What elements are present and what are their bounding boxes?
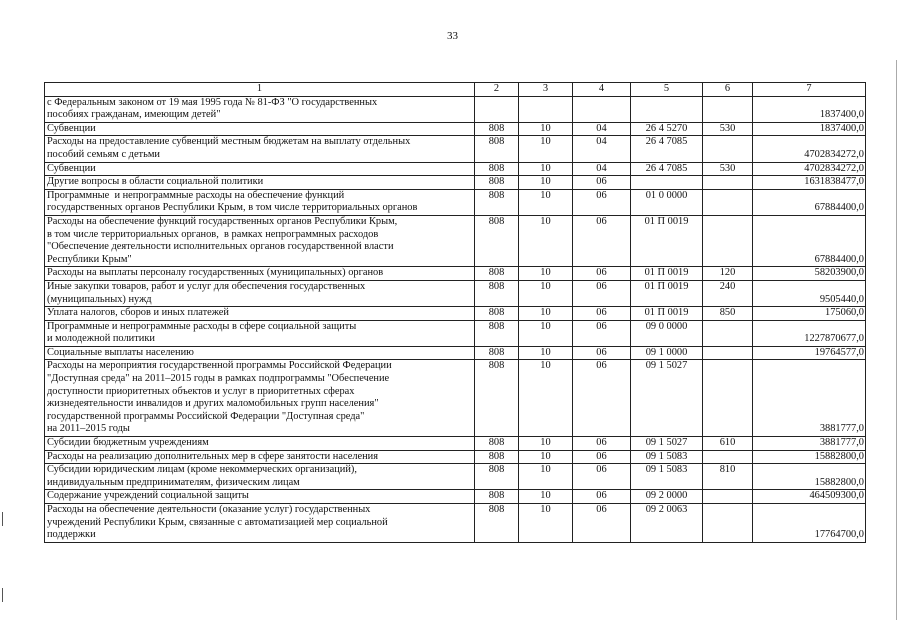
row-subsection-code: 06	[573, 437, 631, 451]
row-admin-code: 808	[475, 490, 519, 504]
row-description: Расходы на выплаты персоналу государственных (муниципальных) органов	[45, 267, 475, 281]
row-target-article: 01 0 0000	[631, 189, 703, 215]
table-row	[45, 450, 866, 464]
row-expense-type: 610	[703, 437, 753, 451]
row-amount: 15882800,0	[753, 450, 866, 464]
row-subsection-code: 06	[573, 464, 631, 490]
row-expense-type	[703, 450, 753, 464]
row-subsection-code: 04	[573, 122, 631, 136]
row-target-article: 26 4 7085	[631, 162, 703, 176]
table-row	[45, 464, 866, 490]
scan-edge-mark	[2, 512, 3, 526]
column-number: 6	[703, 83, 753, 97]
row-description: Программные и непрограммные расходы в сфере социальной защиты и молодежной политики	[45, 320, 475, 346]
row-section-code: 10	[519, 450, 573, 464]
row-admin-code: 808	[475, 504, 519, 543]
row-target-article: 09 2 0000	[631, 490, 703, 504]
row-admin-code: 808	[475, 267, 519, 281]
row-target-article: 01 П 0019	[631, 267, 703, 281]
row-amount: 17764700,0	[753, 504, 866, 543]
row-description: Субвенции	[45, 162, 475, 176]
row-expense-type: 530	[703, 122, 753, 136]
row-admin-code: 808	[475, 189, 519, 215]
column-number: 4	[573, 83, 631, 97]
row-expense-type: 240	[703, 280, 753, 306]
row-admin-code: 808	[475, 162, 519, 176]
row-subsection-code: 06	[573, 450, 631, 464]
row-section-code: 10	[519, 307, 573, 321]
row-amount: 175060,0	[753, 307, 866, 321]
row-amount: 58203900,0	[753, 267, 866, 281]
row-subsection-code: 04	[573, 162, 631, 176]
row-subsection-code: 06	[573, 320, 631, 346]
row-expense-type	[703, 504, 753, 543]
column-number: 2	[475, 83, 519, 97]
row-expense-type	[703, 360, 753, 437]
row-expense-type	[703, 490, 753, 504]
row-description: Расходы на обеспечение деятельности (оказание услуг) государственных учреждений Республики Крым, связанные с автоматизацией мер социальной поддержки	[45, 504, 475, 543]
column-number: 7	[753, 83, 866, 97]
row-amount: 19764577,0	[753, 346, 866, 360]
row-target-article: 26 4 7085	[631, 136, 703, 162]
table-row	[45, 307, 866, 321]
row-section-code: 10	[519, 360, 573, 437]
row-description: Иные закупки товаров, работ и услуг для обеспечения государственных (муниципальных) нужд	[45, 280, 475, 306]
row-subsection-code: 06	[573, 346, 631, 360]
row-target-article	[631, 176, 703, 190]
column-number: 3	[519, 83, 573, 97]
row-target-article: 09 1 5083	[631, 464, 703, 490]
row-section-code: 10	[519, 280, 573, 306]
row-description: Субсидии бюджетным учреждениям	[45, 437, 475, 451]
row-description: Программные и непрограммные расходы на обеспечение функций государственных органов Республики Крым, в том числе территориальных органов	[45, 189, 475, 215]
row-section-code: 10	[519, 176, 573, 190]
row-target-article: 01 П 0019	[631, 215, 703, 266]
column-number: 5	[631, 83, 703, 97]
row-description: Расходы на предоставление субвенций местным бюджетам на выплату отдельных пособий семьям с детьми	[45, 136, 475, 162]
row-section-code: 10	[519, 189, 573, 215]
row-section-code: 10	[519, 464, 573, 490]
table-row	[45, 346, 866, 360]
row-admin-code: 808	[475, 346, 519, 360]
row-target-article: 09 1 5083	[631, 450, 703, 464]
row-description: Расходы на реализацию дополнительных мер в сфере занятости населения	[45, 450, 475, 464]
row-amount: 9505440,0	[753, 280, 866, 306]
scan-edge-mark	[2, 588, 3, 602]
row-amount: 15882800,0	[753, 464, 866, 490]
row-target-article: 09 1 5027	[631, 437, 703, 451]
row-target-article	[631, 96, 703, 122]
row-description: Субсидии юридическим лицам (кроме некоммерческих организаций), индивидуальным предпринимателям, физическим лицам	[45, 464, 475, 490]
row-expense-type: 530	[703, 162, 753, 176]
table-row	[45, 490, 866, 504]
row-target-article: 26 4 5270	[631, 122, 703, 136]
table-row	[45, 280, 866, 306]
row-amount: 1227870677,0	[753, 320, 866, 346]
row-admin-code: 808	[475, 215, 519, 266]
table-row	[45, 437, 866, 451]
row-expense-type: 120	[703, 267, 753, 281]
row-section-code: 10	[519, 122, 573, 136]
table-row	[45, 136, 866, 162]
row-target-article: 09 1 5027	[631, 360, 703, 437]
row-admin-code: 808	[475, 176, 519, 190]
row-amount: 1837400,0	[753, 122, 866, 136]
row-section-code: 10	[519, 504, 573, 543]
table-row	[45, 96, 866, 122]
row-subsection-code	[573, 96, 631, 122]
row-target-article: 09 1 0000	[631, 346, 703, 360]
row-admin-code: 808	[475, 307, 519, 321]
row-section-code: 10	[519, 437, 573, 451]
row-subsection-code: 06	[573, 504, 631, 543]
row-subsection-code: 04	[573, 136, 631, 162]
row-amount: 4702834272,0	[753, 162, 866, 176]
table-row	[45, 267, 866, 281]
row-description: Расходы на обеспечение функций государственных органов Республики Крым, в том числе территориальных органов, в рамках непрограммных расходов "Обеспечение деятельности исполнительных органов государственной власти Республики Крым"	[45, 215, 475, 266]
row-admin-code: 808	[475, 122, 519, 136]
table-row	[45, 504, 866, 543]
table-row	[45, 320, 866, 346]
table-row	[45, 162, 866, 176]
scan-right-edge	[896, 60, 897, 620]
row-section-code	[519, 96, 573, 122]
table-row	[45, 176, 866, 190]
row-expense-type	[703, 215, 753, 266]
row-section-code: 10	[519, 267, 573, 281]
row-amount: 67884400,0	[753, 189, 866, 215]
row-subsection-code: 06	[573, 176, 631, 190]
row-amount: 3881777,0	[753, 437, 866, 451]
row-subsection-code: 06	[573, 189, 631, 215]
row-section-code: 10	[519, 346, 573, 360]
row-description: с Федеральным законом от 19 мая 1995 года № 81-ФЗ "О государственных пособиях гражданам, имеющим детей"	[45, 96, 475, 122]
column-number-row	[45, 83, 866, 97]
row-expense-type	[703, 320, 753, 346]
column-number: 1	[45, 83, 475, 97]
row-amount: 67884400,0	[753, 215, 866, 266]
table-row	[45, 189, 866, 215]
row-subsection-code: 06	[573, 360, 631, 437]
page-number: 33	[447, 30, 458, 42]
row-expense-type	[703, 96, 753, 122]
row-expense-type	[703, 346, 753, 360]
row-expense-type: 850	[703, 307, 753, 321]
row-expense-type: 810	[703, 464, 753, 490]
row-admin-code: 808	[475, 136, 519, 162]
row-subsection-code: 06	[573, 490, 631, 504]
row-admin-code: 808	[475, 437, 519, 451]
row-amount: 1631838477,0	[753, 176, 866, 190]
row-target-article: 09 0 0000	[631, 320, 703, 346]
row-admin-code: 808	[475, 280, 519, 306]
row-amount: 3881777,0	[753, 360, 866, 437]
row-subsection-code: 06	[573, 267, 631, 281]
row-amount: 1837400,0	[753, 96, 866, 122]
row-description: Социальные выплаты населению	[45, 346, 475, 360]
row-section-code: 10	[519, 215, 573, 266]
row-description: Расходы на мероприятия государственной программы Российской Федерации "Доступная среда" на 2011–2015 годы в рамках подпрограммы "Обеспечение доступности приоритетных объектов и услуг в приоритетных сферах жизнедеятельности инвалидов и других маломобильных групп населения" государственной программы Российской Федерации "Доступная среда" на 2011–2015 годы	[45, 360, 475, 437]
row-amount: 4702834272,0	[753, 136, 866, 162]
row-section-code: 10	[519, 320, 573, 346]
row-target-article: 09 2 0063	[631, 504, 703, 543]
row-description: Уплата налогов, сборов и иных платежей	[45, 307, 475, 321]
row-expense-type	[703, 136, 753, 162]
row-section-code: 10	[519, 490, 573, 504]
row-amount: 464509300,0	[753, 490, 866, 504]
row-subsection-code: 06	[573, 280, 631, 306]
row-target-article: 01 П 0019	[631, 280, 703, 306]
table-row	[45, 360, 866, 437]
row-section-code: 10	[519, 136, 573, 162]
table-row	[45, 122, 866, 136]
row-section-code: 10	[519, 162, 573, 176]
row-target-article: 01 П 0019	[631, 307, 703, 321]
row-admin-code: 808	[475, 450, 519, 464]
row-expense-type	[703, 189, 753, 215]
budget-table	[44, 82, 866, 543]
row-description: Содержание учреждений социальной защиты	[45, 490, 475, 504]
row-subsection-code: 06	[573, 215, 631, 266]
row-admin-code: 808	[475, 360, 519, 437]
table-row	[45, 215, 866, 266]
row-admin-code: 808	[475, 464, 519, 490]
row-description: Субвенции	[45, 122, 475, 136]
row-admin-code	[475, 96, 519, 122]
row-description: Другие вопросы в области социальной политики	[45, 176, 475, 190]
row-subsection-code: 06	[573, 307, 631, 321]
row-admin-code: 808	[475, 320, 519, 346]
row-expense-type	[703, 176, 753, 190]
